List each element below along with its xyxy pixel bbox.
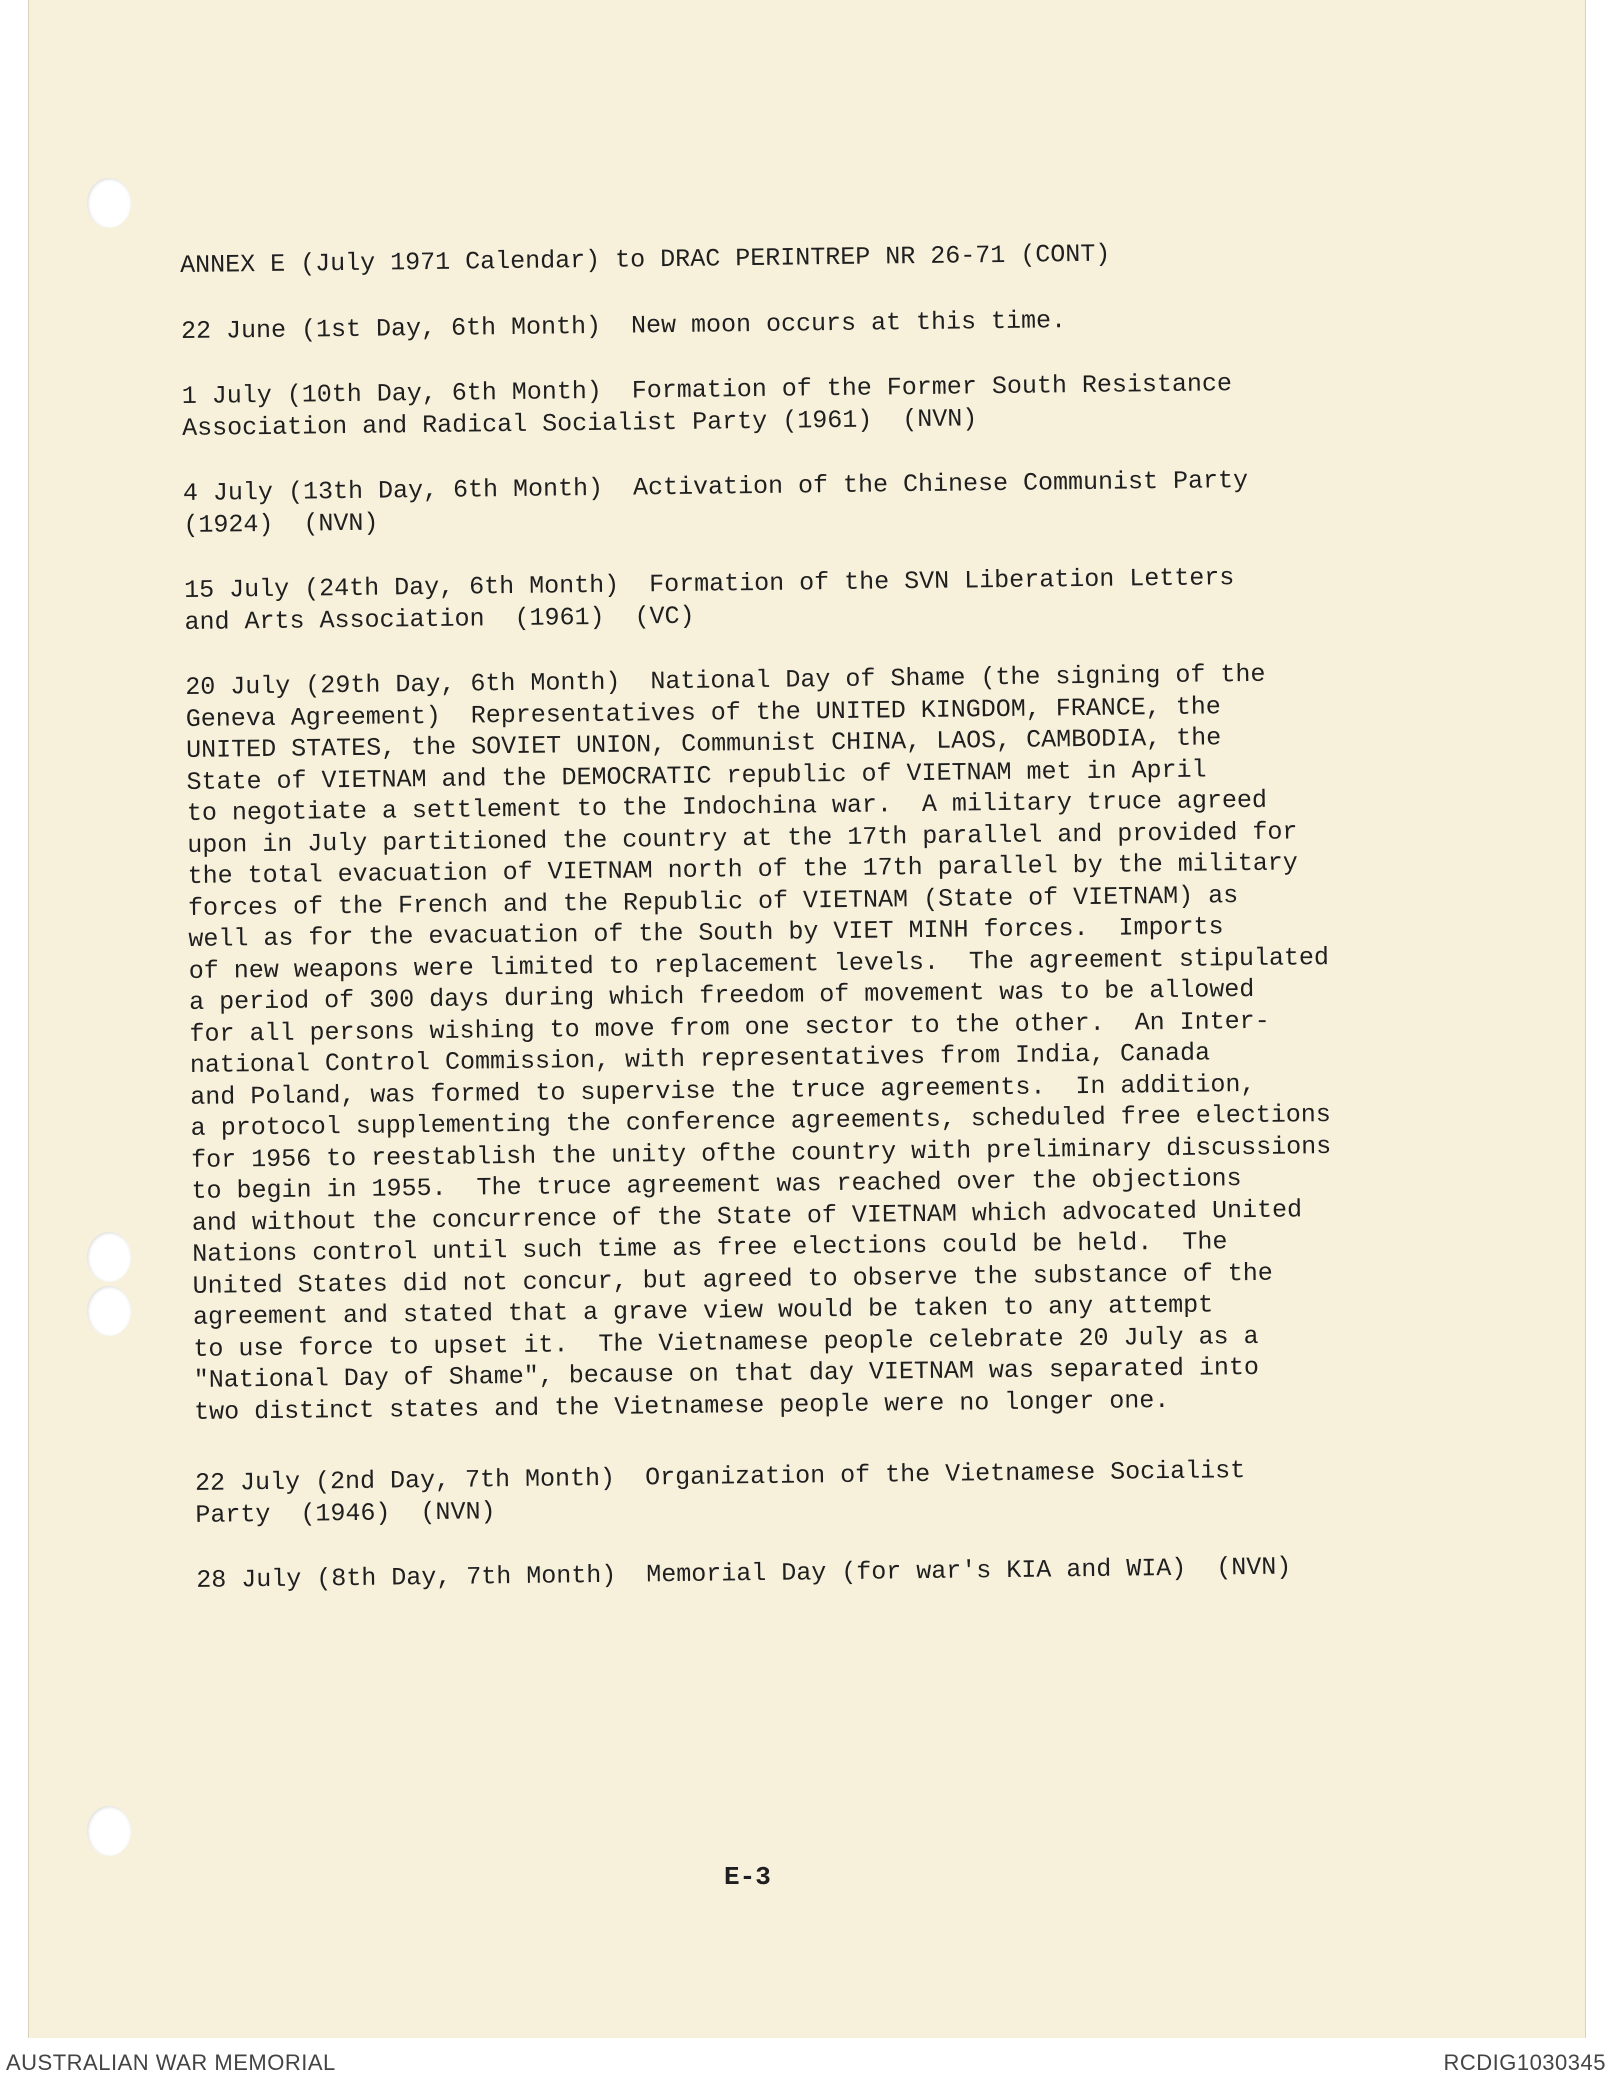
entry-line: upon in July partitioned the country at the 17th parallel and provided for: [187, 816, 1298, 860]
entry-line: two distinct states and the Vietnamese people were no longer one.: [194, 1385, 1170, 1427]
punch-hole: [87, 1806, 131, 1856]
entry-line: to use force to upset it. The Vietnamese people celebrate 20 July as a: [193, 1321, 1259, 1364]
entry-line: "National Day of Shame", because on that day VIETNAM was separated into: [193, 1352, 1260, 1395]
entry-line: 4 July (13th Day, 6th Month) Activation of the Chinese Communist Party: [182, 465, 1249, 508]
punch-hole: [87, 178, 131, 228]
entry-line: 28 July (8th Day, 7th Month) Memorial Day (for war's KIA and WIA) (NVN): [196, 1552, 1292, 1595]
entry-line: and Arts Association (1961) (VC): [184, 601, 695, 637]
entry-line: forces of the French and the Republic of VIETNAM (State of VIETNAM) as: [187, 880, 1239, 923]
footer-institution: AUSTRALIAN WAR MEMORIAL: [6, 2050, 336, 2075]
entry-line: a protocol supplementing the conference agreements, scheduled free elections: [190, 1100, 1332, 1143]
entry-line: State of VIETNAM and the DEMOCRATIC republic of VIETNAM met in April: [186, 754, 1207, 797]
entry-line: national Control Commission, with representatives from India, Canada: [189, 1038, 1211, 1080]
entry-line: well as for the evacuation of the South by VIET MINH forces. Imports: [188, 912, 1224, 954]
entry-line: UNITED STATES, the SOVIET UNION, Communist CHINA, LAOS, CAMBODIA, the: [185, 723, 1222, 765]
entry-line: 22 June (1st Day, 6th Month) New moon occurs at this time.: [180, 305, 1067, 346]
entry-line: 20 July (29th Day, 6th Month) National Day of Shame (the signing of the: [185, 659, 1266, 702]
entry-line: the total evacuation of VIETNAM north of the 17th parallel by the military: [187, 848, 1298, 891]
entry-line: 15 July (24th Day, 6th Month) Formation of the SVN Liberation Letters: [183, 563, 1235, 605]
entry-line: Association and Radical Socialist Party (1961) (NVN): [181, 403, 978, 443]
document-heading: ANNEX E (July 1971 Calendar) to DRAC PERINTREP NR 26-71 (CONT): [180, 239, 1111, 280]
document-body: [180, 235, 1446, 1597]
entry-line: and without the concurrence of the State of VIETNAM which advocated United: [191, 1194, 1303, 1238]
punch-hole: [87, 1232, 131, 1282]
page-number: E-3: [724, 1862, 771, 1892]
document-page: [28, 0, 1586, 2038]
footer-record-id: RCDIG1030345: [1443, 2050, 1606, 2075]
entry-line: for all persons wishing to move from one sector to the other. An Inter-: [189, 1006, 1270, 1049]
entry-line: 22 July (2nd Day, 7th Month) Organization of the Vietnamese Socialist: [194, 1456, 1246, 1498]
entry-line: (1924) (NVN): [183, 508, 379, 540]
punch-hole: [87, 1286, 131, 1336]
entry-line: of new weapons were limited to replacement levels. The agreement stipulated: [188, 942, 1330, 986]
entry-line: to negotiate a settlement to the Indochina war. A military truce agreed: [186, 785, 1268, 828]
entry-line: Nations control until such time as free elections could be held. The: [192, 1227, 1228, 1269]
calendar-entry: [185, 657, 1444, 1428]
entry-line: Party (1946) (NVN): [195, 1496, 496, 1530]
entry-line: for 1956 to reestablish the unity ofthe country with preliminary discussions: [190, 1131, 1332, 1175]
entry-line: 1 July (10th Day, 6th Month) Formation of the Former South Resistance: [181, 369, 1233, 411]
entry-line: and Poland, was formed to supervise the truce agreements. In addition,: [190, 1069, 1256, 1112]
entry-line: Geneva Agreement) Representatives of the UNITED KINGDOM, FRANCE, the: [185, 691, 1222, 734]
entry-line: United States did not concur, but agreed to observe the substance of the: [192, 1258, 1273, 1301]
archive-footer: [0, 2046, 1614, 2082]
entry-line: agreement and stated that a grave view would be taken to any attempt: [192, 1290, 1214, 1332]
entry-line: a period of 300 days during which freedom of movement was to be allowed: [189, 974, 1255, 1017]
entry-line: to begin in 1955. The truce agreement was reached over the objections: [191, 1164, 1242, 1206]
